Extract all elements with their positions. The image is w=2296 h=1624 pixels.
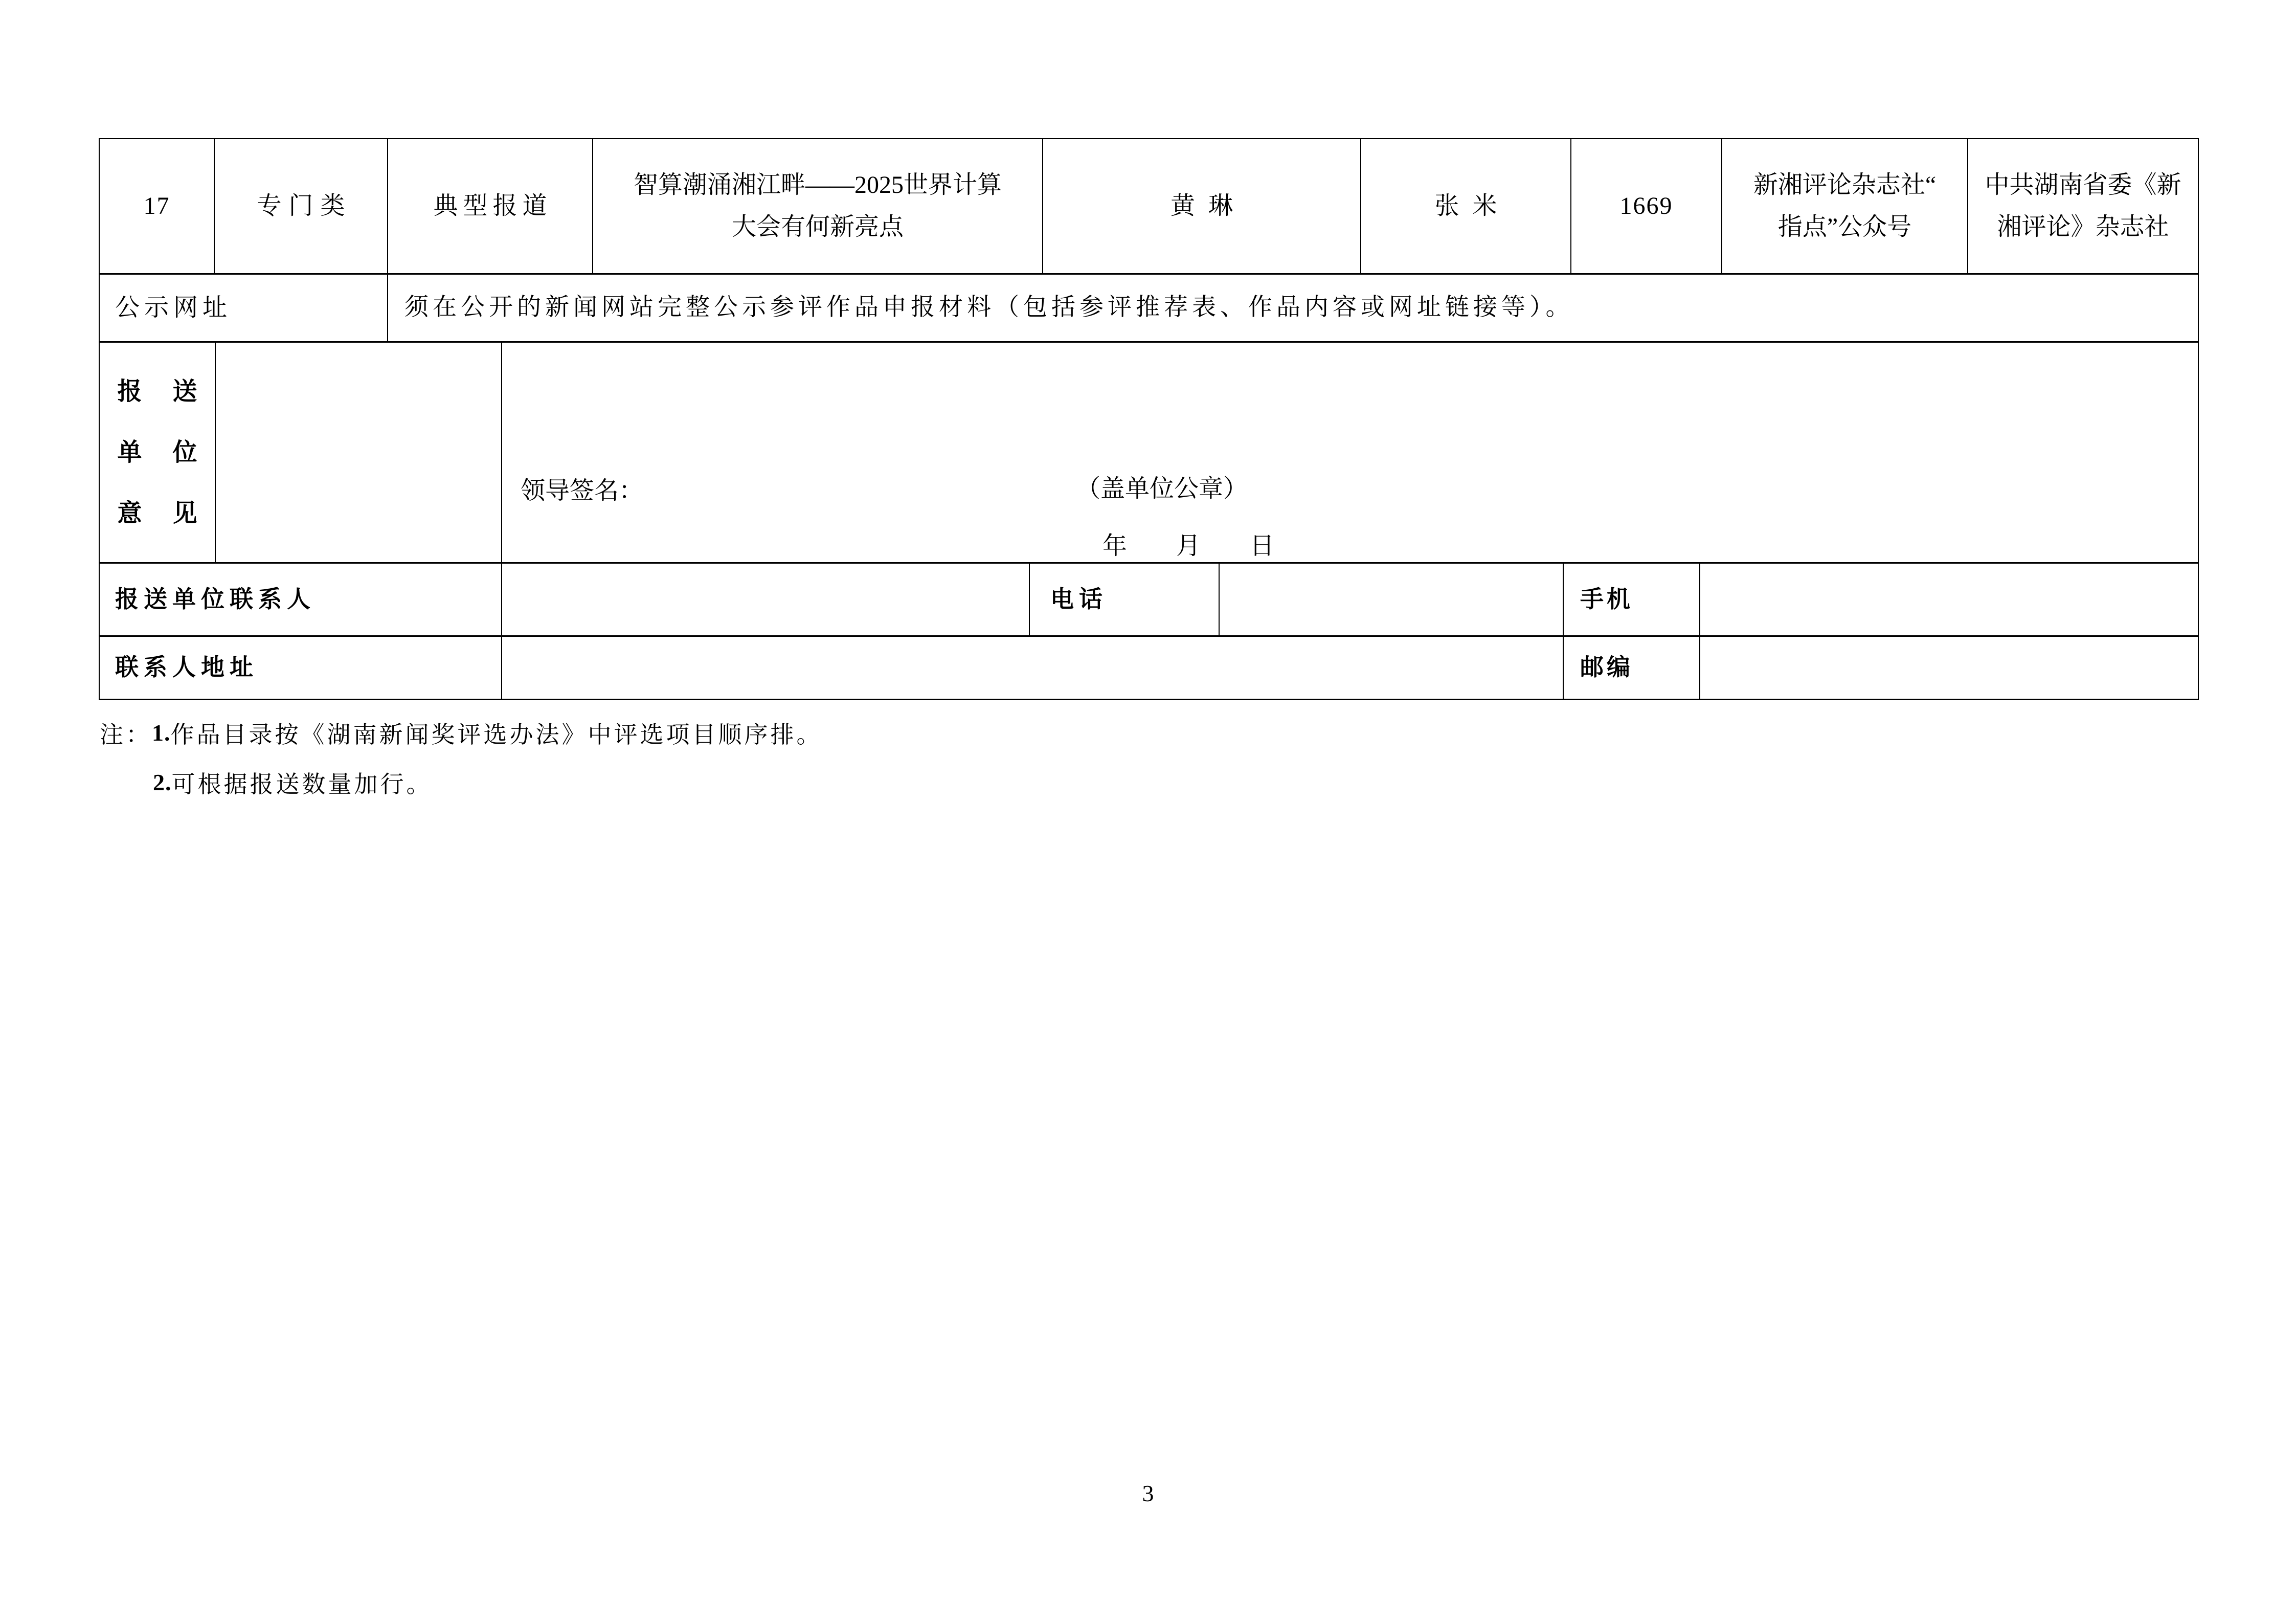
category-cell: 专门类 [215, 139, 388, 273]
word-count-cell: 1669 [1571, 139, 1722, 273]
footnote-1-number: 1. [152, 720, 171, 746]
publishing-outlet-line-2: 指点”公众号 [1777, 213, 1912, 240]
mobile-value-cell [1700, 564, 2198, 635]
unit-opinion-label-line-2: 单位 [117, 438, 197, 466]
work-entry-row [100, 139, 2198, 275]
postcode-label: 邮编 [1564, 637, 1700, 699]
recommending-unit-cell [1968, 139, 2198, 273]
publishing-outlet-cell [1722, 139, 1968, 273]
author-cell: 黄琳 [1043, 139, 1361, 273]
footnote-1 [100, 708, 823, 758]
leader-signature-label: 领导签名： [521, 477, 644, 504]
signature-area-cell [502, 343, 2198, 562]
phone-value-cell [1220, 564, 1564, 635]
postcode-value-cell [1700, 637, 2198, 699]
phone-label: 电话 [1030, 564, 1220, 635]
footnotes [100, 708, 823, 807]
recommending-unit-line-1: 中共湖南省委《新 [1985, 171, 2181, 198]
contact-address-row [100, 637, 2198, 699]
contact-person-value-cell [502, 564, 1030, 635]
unit-opinion-row [100, 343, 2198, 564]
contact-address-label: 联系人地址 [100, 637, 502, 699]
work-title-cell [593, 139, 1043, 273]
contact-person-row [100, 564, 2198, 637]
subcategory-cell: 典型报道 [388, 139, 593, 273]
publicity-url-content: 须在公开的新闻网站完整公示参评作品申报材料（包括参评推荐表、作品内容或网址链接等）。 [404, 294, 1574, 321]
publicity-url-label: 公示网址 [100, 275, 388, 341]
page-number: 3 [1142, 1480, 1154, 1506]
official-seal-note: （盖单位公章） [1076, 475, 1248, 502]
footnote-2-number: 2. [153, 769, 172, 795]
unit-opinion-label-line-3: 意见 [117, 499, 197, 527]
unit-opinion-label [118, 343, 197, 562]
footnote-prefix: 注： [100, 721, 152, 748]
work-title-line-1: 智算潮涌湘江畔——2025世界计算 [633, 171, 1002, 198]
work-title-line-2: 大会有何新亮点 [731, 213, 904, 240]
award-entry-table [99, 138, 2199, 700]
unit-opinion-label-cell [100, 343, 216, 562]
footnote-2 [153, 758, 823, 807]
serial-number-cell: 17 [100, 139, 215, 273]
contact-person-label: 报送单位联系人 [100, 564, 502, 635]
unit-opinion-empty-cell [216, 343, 502, 562]
publicity-url-row [100, 275, 2198, 343]
recommending-unit-line-2: 湘评论》杂志社 [1997, 213, 2169, 240]
footnote-2-text: 可根据报送数量加行。 [171, 771, 433, 797]
mobile-label: 手机 [1564, 564, 1700, 635]
unit-opinion-label-line-1: 报送 [117, 377, 197, 405]
contact-address-value-cell [502, 637, 1564, 699]
date-placeholder: 年 月 日 [1102, 532, 1275, 560]
editor-cell: 张米 [1361, 139, 1571, 273]
footnote-1-text: 作品目录按《湖南新闻奖评选办法》中评选项目顺序排。 [170, 721, 823, 748]
publishing-outlet-line-1: 新湘评论杂志社“ [1753, 171, 1937, 198]
